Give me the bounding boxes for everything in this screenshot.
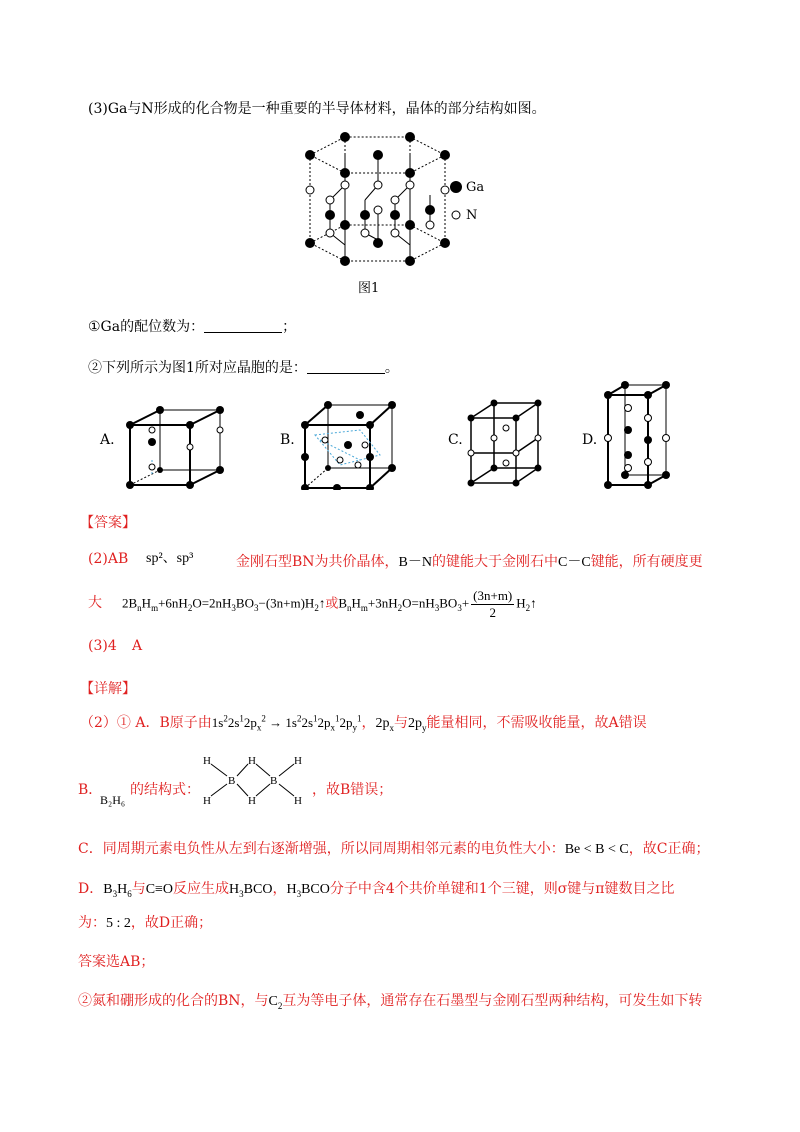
- option-d-cell: [600, 380, 675, 490]
- answer-header: 【答案】: [80, 515, 136, 531]
- q3-intro: (3)Ga与N形成的化合物是一种重要的半导体材料，晶体的部分结构如图。: [88, 101, 546, 117]
- explain-line-d: D．$B_3H_6$与C≡O反应生成$H_3BCO$，$H_3BCO$分子中含4个共价单键和1个三键，则σ键与π键数目之比: [78, 881, 675, 899]
- explain-line-d2: 为：5 : 2，故D正确；: [78, 915, 213, 931]
- b2h6-formula: B₂H₆: [100, 793, 126, 807]
- answer-3-choice: A: [132, 638, 143, 654]
- figure-caption: 图1: [358, 281, 380, 296]
- q3-sub2: ②下列所示为图1所对应晶胞的是： 。: [88, 360, 399, 376]
- svg-text:B: B: [270, 775, 278, 787]
- answer-2-reason: 金刚石型BN为共价晶体，B－N的键能大于金刚石中C－C键能，所有硬度更: [236, 554, 703, 570]
- q3-sub1: ①Ga的配位数为： ；: [88, 319, 297, 335]
- answer-2-reason-cont: 大: [88, 595, 102, 611]
- svg-text:H: H: [248, 795, 256, 807]
- svg-text:B: B: [228, 775, 236, 787]
- svg-text:H: H: [294, 795, 302, 807]
- explain-line-c: C．同周期元素电负性从左到右逐渐增强，所以同周期相邻元素的电负性大小：Be < B < C，故C正确；: [78, 841, 710, 857]
- option-c-label: C.: [448, 432, 463, 448]
- explain-line-a: （2）① A．B原子由$1s^22s^12p_x^2 \to 1s^22s^12p_x^12p_y^1$，$2p_x$与$2p_y$能量相同，不需吸收能量，故A错误: [80, 713, 647, 733]
- answer-blank-2[interactable]: [307, 359, 385, 374]
- answer-2-hybridization: sp²、sp³: [146, 551, 194, 566]
- option-b-cell: [300, 400, 400, 490]
- svg-text:H: H: [203, 795, 211, 807]
- option-b-label: B.: [280, 432, 295, 448]
- svg-text:H: H: [248, 755, 256, 767]
- svg-text:H: H: [294, 755, 302, 767]
- explain-b-text: 的结构式：: [130, 782, 200, 798]
- explain-b-end: ，故B错误；: [312, 782, 393, 798]
- explain-header: 【详解】: [80, 681, 136, 697]
- figure-1-crystal: [290, 125, 510, 275]
- answer-equation: $2B_nH_m+6nH_2O=2nH_3BO_3-(3n+m)H_2↑$或$B_nH_m+3nH_2O=nH_3BO_3+$ $\frac{(3n+m)}{2}$ $H_2↑$: [122, 588, 537, 620]
- option-a-label: A.: [100, 432, 115, 448]
- answer-blank-1[interactable]: [204, 318, 282, 333]
- option-c-cell: [466, 398, 546, 488]
- explain-conclude: 答案选AB；: [78, 954, 155, 970]
- b2h6-structure: [200, 752, 310, 807]
- answer-2-label: (2)AB: [88, 551, 129, 567]
- svg-text:H: H: [203, 755, 211, 767]
- explain-b-label: B．: [78, 782, 103, 798]
- option-d-label: D.: [582, 432, 598, 448]
- explain-line-2: ②氮和硼形成的化合的BN，与$C_2$互为等电子体，通常存在石墨型与金刚石型两种结构，可发生如下转: [78, 993, 703, 1011]
- legend-ga: Ga: [466, 180, 485, 195]
- legend-n: N: [466, 208, 478, 223]
- answer-3-label: (3)4: [88, 638, 117, 654]
- option-a-cell: [122, 405, 232, 490]
